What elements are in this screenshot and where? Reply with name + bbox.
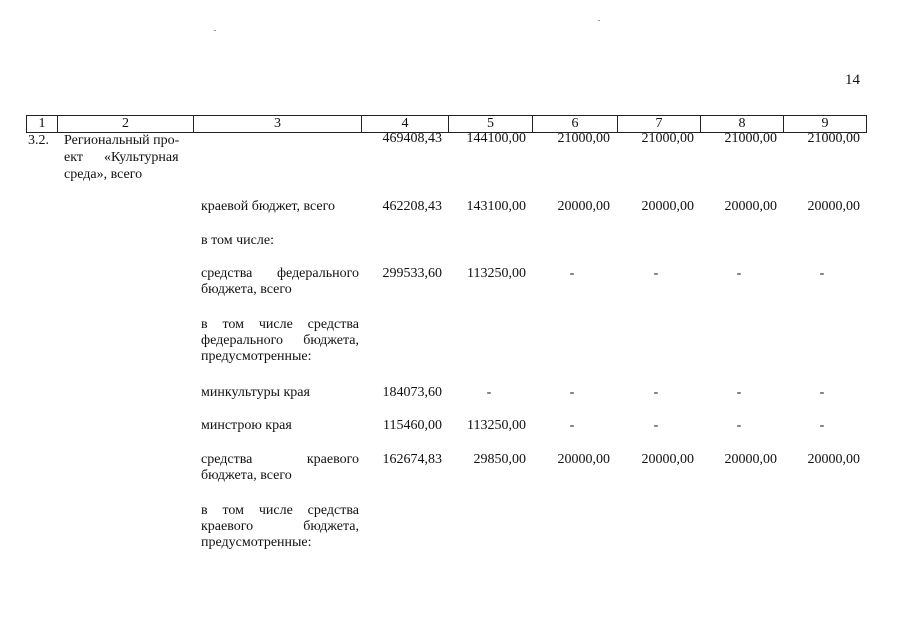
header-cell: 9 (783, 116, 867, 132)
value-col-4: 162674,83 (382, 452, 442, 467)
header-cell: 6 (532, 116, 617, 132)
value-col-7: 20000,00 (641, 199, 694, 214)
value-col-5: 143100,00 (466, 199, 526, 214)
value-col-8: - (736, 418, 742, 433)
value-col-9: - (819, 418, 825, 433)
header-cell: 2 (57, 116, 193, 132)
item-name-line: среда», всего (64, 167, 143, 182)
item-name-line: Региональный про- (64, 133, 180, 148)
value-col-7: - (653, 385, 659, 400)
value-col-6: - (569, 266, 575, 281)
value-col-5: 113250,00 (467, 418, 526, 433)
value-col-9: 20000,00 (807, 199, 860, 214)
value-col-9: - (819, 266, 825, 281)
row-label: средства федерального бюджета, всего (201, 266, 359, 297)
row-label: минстрою края (201, 418, 292, 433)
value-col-9: 20000,00 (807, 452, 860, 467)
value-col-6: 21000,00 (557, 131, 610, 146)
value-col-9: 21000,00 (807, 131, 860, 146)
value-col-4: 469408,43 (382, 131, 442, 146)
value-col-8: - (736, 385, 742, 400)
scan-speck (214, 30, 216, 31)
value-col-8: 20000,00 (724, 199, 777, 214)
value-col-4: 115460,00 (383, 418, 442, 433)
value-col-5: 113250,00 (467, 266, 526, 281)
scan-speck (598, 20, 600, 21)
value-col-9: - (819, 385, 825, 400)
row-label: краевой бюджет, всего (201, 199, 336, 214)
value-col-7: 20000,00 (641, 452, 694, 467)
header-cell: 5 (448, 116, 532, 132)
value-col-8: 21000,00 (724, 131, 777, 146)
value-col-4: 184073,60 (382, 385, 442, 400)
value-col-5: 144100,00 (466, 131, 526, 146)
value-col-5: - (486, 385, 492, 400)
item-name-line: ект «Культурная (64, 150, 179, 165)
value-col-6: 20000,00 (557, 452, 610, 467)
value-col-6: - (569, 385, 575, 400)
value-col-8: 20000,00 (724, 452, 777, 467)
value-col-4: 299533,60 (382, 266, 442, 281)
item-name (64, 132, 192, 183)
row-label: в том числе: (201, 233, 274, 248)
value-col-6: 20000,00 (557, 199, 610, 214)
header-cell: 7 (617, 116, 700, 132)
header-cell: 4 (361, 116, 448, 132)
item-number: 3.2. (28, 133, 49, 148)
value-col-7: - (653, 266, 659, 281)
header-cell: 3 (193, 116, 361, 132)
row-label: в том числе средства федерального бюджета, предусмотренные: (201, 317, 359, 364)
row-label: средства краевого бюджета, всего (201, 452, 359, 483)
header-cell: 8 (700, 116, 783, 132)
page-number: 14 (845, 72, 860, 88)
value-col-8: - (736, 266, 742, 281)
value-col-4: 462208,43 (382, 199, 442, 214)
row-label: минкультуры края (201, 385, 310, 400)
value-col-7: 21000,00 (641, 131, 694, 146)
value-col-6: - (569, 418, 575, 433)
header-cell: 1 (26, 116, 57, 132)
value-col-5: 29850,00 (473, 452, 526, 467)
value-col-7: - (653, 418, 659, 433)
row-label: в том числе средства краевого бюджета, предусмотренные: (201, 503, 359, 550)
